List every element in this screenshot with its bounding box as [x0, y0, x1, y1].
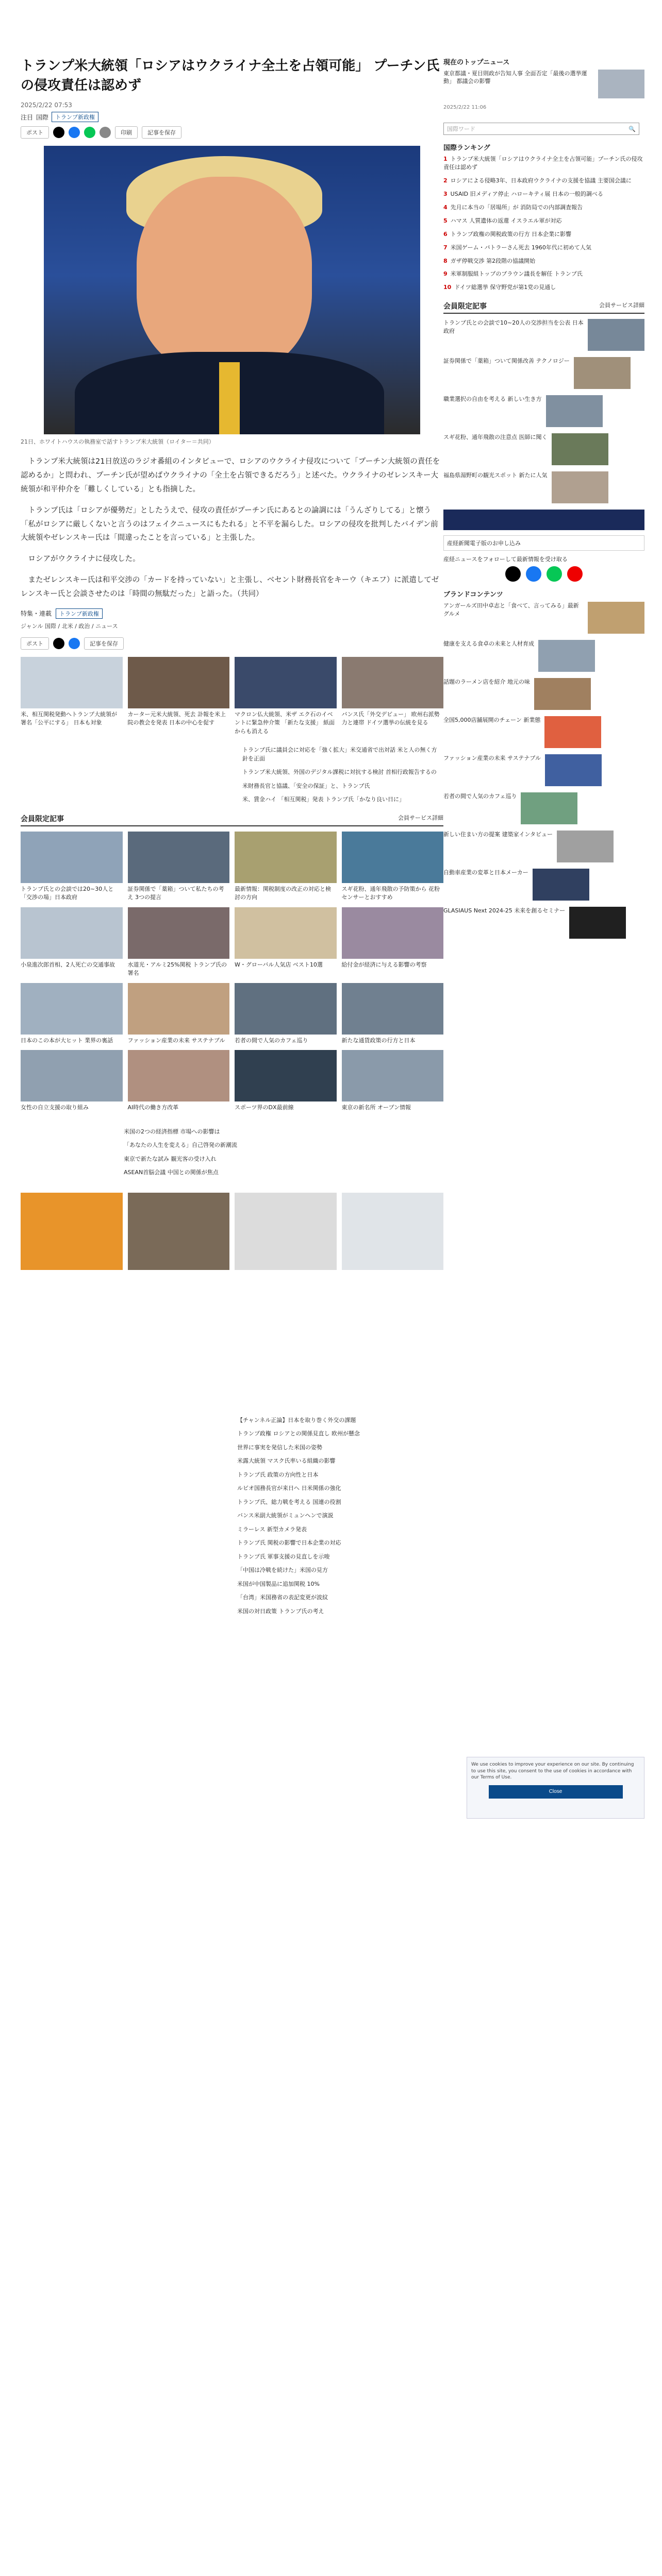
article-meta: [21, 101, 443, 109]
related-card[interactable]: 米、相互関税発動へトランプ大統領が署名「公平にする」 日本も対象: [21, 657, 123, 736]
bottom-link[interactable]: トランプ政権 ロシアとの関係見直し 欧州が懸念: [237, 1430, 360, 1437]
side-member-more[interactable]: 会員サービス詳細: [599, 302, 644, 309]
bottom-link[interactable]: 「中国は冷戦を続けた」米国の見方: [237, 1567, 328, 1574]
paragraph: またゼレンスキー氏は和平交渉の「カードを持っていない」と主張し、ベセント財務長官をキーウ（キエフ）に派遣してゼレンスキー氏と会談させたのは「時間の無駄だった」と語った。（共同）: [21, 576, 439, 598]
more-link[interactable]: ASEAN首脳会議 中国との関係が焦点: [124, 1169, 219, 1176]
promo-card[interactable]: [235, 1193, 337, 1272]
print-button[interactable]: 印刷: [115, 126, 138, 139]
ad-banner[interactable]: [443, 510, 644, 530]
bottom-link[interactable]: 世界に事実を発信した米国の姿勢: [237, 1444, 322, 1451]
member-card[interactable]: 東京の新名所 オープン情報: [342, 1050, 444, 1112]
bottom-link[interactable]: 米露大統領 マスク氏率いる組織の影響: [237, 1458, 336, 1465]
brand-card[interactable]: 健康を支える食卓の未来と人材育成: [443, 640, 644, 672]
bottom-link[interactable]: ルビオ国務長官が来日へ 日米関係の強化: [237, 1485, 341, 1492]
hero-photo: [44, 146, 420, 434]
ranking-title: 国際ランキング: [443, 144, 490, 152]
brand-card[interactable]: 自動車産業の変革と日本メーカー: [443, 869, 644, 901]
paragraph: ロシアがウクライナに侵攻した。: [28, 555, 140, 564]
promo-card[interactable]: [21, 1193, 123, 1272]
ranking-item[interactable]: 1 トランプ米大統領「ロシアはウクライナ全土を占領可能」プーチン氏の侵攻責任は認めず: [443, 156, 643, 171]
facebook-icon[interactable]: [69, 127, 80, 138]
ranking-list: [443, 155, 644, 292]
related-link[interactable]: 米、賃金ハイ 「相互関税」発表 トランプ氏「かなり良い日に」: [242, 796, 405, 803]
bottom-link[interactable]: 米国の対日政策 トランプ氏の考え: [237, 1607, 324, 1615]
side-member-card[interactable]: トランプ氏との会談で10~20人の交渉担当を公表 日本政府: [443, 319, 644, 351]
line-icon[interactable]: [547, 566, 562, 582]
promo-grid: [21, 1193, 443, 1272]
brand-card[interactable]: ファッション産業の未来 サステナブル: [443, 754, 644, 786]
bottom-link[interactable]: トランプ氏 政策の方向性と日本: [237, 1471, 319, 1478]
promo-card[interactable]: [342, 1193, 444, 1272]
x-icon[interactable]: [505, 566, 521, 582]
more-link[interactable]: 「あなたの人生を変える」自己啓発の新潮流: [124, 1142, 237, 1149]
cookie-text: We use cookies to improve your experience on our site. By continuing to use this site, you consent to the use of cookies in accordance with our Terms of Use.: [471, 1762, 634, 1781]
member-card[interactable]: 最新情報：関税制度の改正の対応と検討の方向: [235, 832, 337, 902]
member-card[interactable]: ファッション産業の未来 サステナブル: [128, 983, 230, 1045]
member-card[interactable]: 水道光・アルミ25%関税 トランプ氏の署名: [128, 907, 230, 978]
related-card[interactable]: バンス氏「外交デビュー」 欧州右派勢力と連帯 ドイツ選挙の伝統を見る: [342, 657, 444, 736]
tag-badge[interactable]: トランプ新政権: [52, 112, 98, 122]
ranking-item[interactable]: 7 米国ゲーム・パトラーさん死去 1960年代に初めて人気: [443, 244, 591, 251]
follow-title: 産経ニュースをフォローして最新情報を受け取る: [443, 556, 568, 563]
article-date: 2025/2/22 07:53: [21, 101, 72, 109]
bottom-list: [237, 1416, 443, 1616]
bottom-link[interactable]: トランプ氏、総力戦を考える 国連の役割: [237, 1498, 341, 1505]
ranking-item[interactable]: 4 先月に本当の「居場所」が 消防局での内部調査報告: [443, 204, 583, 211]
brand-card[interactable]: 新しい住まい方の提案 建築家インタビュー: [443, 831, 644, 862]
bottom-link[interactable]: ミラーレス 新型カメラ発表: [237, 1526, 307, 1533]
share-post-button[interactable]: ポスト: [21, 126, 49, 139]
related-link[interactable]: 米財務長官と協議、「安全の保証」と、トランプ氏: [242, 782, 370, 789]
brand-card[interactable]: 話題のラーメン店を紹介 地元の味: [443, 678, 644, 710]
top-news-title: 現在のトップニュース: [443, 59, 510, 66]
article-title: トランプ米大統領「ロシアはウクライナ全土を占領可能」 プーチン氏の侵攻責任は認めず: [21, 58, 440, 93]
facebook-icon[interactable]: [69, 638, 80, 649]
paragraph: トランプ米大統領は21日放送のラジオ番組のインタビューで、ロシアのウクライナ侵攻について「プーチン大統領の責任を認めるか」と問われ、プーチン氏が望めばウクライナの「全土を占領できるだろう」と述べた。ウクライナのゼレンスキー大統領が和平仲介を「難しくしている」とも指摘した。: [21, 457, 440, 494]
bottom-link[interactable]: 米国が中国製品に追加関税 10%: [237, 1580, 320, 1587]
ranking-item[interactable]: 6 トランプ政権の関税政策の行方 日本企業に影響: [443, 230, 572, 238]
member-card[interactable]: スポーツ界のDX最前線: [235, 1050, 337, 1112]
more-link[interactable]: 米国の2つの経済指標 市場への影響は: [124, 1128, 220, 1135]
member-card[interactable]: W・グローバル人気店 ベスト10選: [235, 907, 337, 978]
ranking-item[interactable]: 5 ハマス 人質遺体の返還 イスラエル軍が対応: [443, 217, 562, 224]
mail-icon[interactable]: [100, 127, 111, 138]
member-card[interactable]: 小泉進次郎首相、2人死亡の交通事故: [21, 907, 123, 978]
article-body: [21, 455, 443, 601]
share-post-button[interactable]: ポスト: [21, 637, 49, 650]
paragraph: トランプ氏は「ロシアが優勢だ」としたうえで、侵攻の責任がプーチン氏にあるとの論調には「うんざりしてる」と懐う「私がロシアに厳しくないと言うのはフェイクニュースにもたれる」と不平を漏らした。ロシアの侵攻を批判したバイデン前大統領やゼレンスキー氏は「間違ったことを言っている」と主張した。: [21, 506, 438, 543]
side-member-card[interactable]: 福島県湯野町の観光スポット 新たに人気: [443, 471, 644, 503]
related-grid: [21, 657, 443, 736]
facebook-icon[interactable]: [526, 566, 541, 582]
cookie-close-button[interactable]: Close: [489, 1785, 623, 1799]
save-article-button[interactable]: 記事を保存: [142, 126, 181, 139]
ranking-item[interactable]: 9 米軍制服組トップのブラウン議長を解任 トランプ氏: [443, 270, 583, 278]
follow-icons: [443, 566, 644, 582]
search-input[interactable]: 国際ワード 🔍: [443, 123, 639, 135]
related-list: [242, 746, 438, 804]
brand-title: ブランドコンテンツ: [443, 591, 503, 599]
ranking-item[interactable]: 2 ロシアによる侵略3年、日本政府ウクライナの支援を協議 主要国会議に: [443, 177, 632, 184]
ranking-item[interactable]: 8 ガザ停戦交渉 第2段階の協議開始: [443, 257, 536, 264]
side-member-title: 会員限定記事 会員サービス詳細: [443, 301, 644, 314]
share-bar: [21, 126, 443, 139]
side-member-card[interactable]: スギ花粉、通年飛散の注意点 医師に聞く: [443, 433, 644, 465]
category[interactable]: 国際: [36, 113, 49, 121]
bottom-link[interactable]: トランプ氏 軍事支援の見直しを示唆: [237, 1553, 330, 1560]
photo-caption: 21日、ホワイトハウスの執務室で話すトランプ米大統領（ロイター＝共同）: [21, 438, 214, 446]
main-column: [21, 57, 443, 1621]
related-card[interactable]: マクロン仏大統領、米ザ エク石のイベントに緊急仲介策 「新たな支援」 紙面からも消える: [235, 657, 337, 736]
bottom-link[interactable]: バンス米副大統領がミュンヘンで演説: [237, 1512, 334, 1519]
cookie-banner: [467, 1757, 644, 1819]
top-news-date: 2025/2/22 11:06: [443, 105, 487, 110]
bottom-link[interactable]: 「台湾」米国務省の表記変更が波紋: [237, 1594, 328, 1601]
keyword-label: 特集・連載: [21, 610, 52, 618]
x-icon[interactable]: [53, 127, 64, 138]
member-card[interactable]: 若者の間で人気のカフェ巡り: [235, 983, 337, 1045]
brand-card[interactable]: 若者の間で人気のカフェ巡り: [443, 792, 644, 824]
member-card[interactable]: 日本のこの本が大ヒット 業界の裏話: [21, 983, 123, 1045]
side-member-card[interactable]: 職業選択の自由を考える 新しい生き方: [443, 395, 644, 427]
related-card[interactable]: カーター元米大統領、死去 訃報を米上院の教会を発表 日本の中心を促す: [128, 657, 230, 736]
subscribe-link[interactable]: 産経新聞電子版のお申し込み: [443, 535, 644, 551]
top-news-card[interactable]: 東京都議・夏目則政が告知人事 全面否定「最後の選挙運動」 都議会の影響: [443, 70, 644, 98]
article-tags: [21, 112, 443, 122]
keyword-row: [21, 608, 443, 619]
member-card[interactable]: 給付金が経済に与える影響の考察: [342, 907, 444, 978]
category-label: 注目: [21, 113, 34, 121]
member-card[interactable]: 証券関係で「薬箱」ついて私たちの考え 3つの提言: [128, 832, 230, 902]
member-section-title: 会員限定記事 会員サービス詳細: [21, 814, 443, 826]
bottom-link[interactable]: トランプ氏 関税の影響で日本企業の対応: [237, 1539, 341, 1547]
search-icon[interactable]: 🔍: [628, 125, 636, 132]
related-link[interactable]: トランプ氏に議員会に対応を「強く拡大」米交通省で出対話 米と人の無く方針を正面: [242, 747, 437, 762]
youtube-icon[interactable]: [567, 566, 583, 582]
genre-label: ジャンル: [21, 622, 43, 630]
line-icon[interactable]: [84, 127, 95, 138]
side-member-card[interactable]: 証券関係で「薬箱」ついて関係改善 テクノロジー: [443, 357, 644, 389]
sidebar: [443, 57, 644, 945]
member-card[interactable]: スギ花粉、通年飛散の予防策から 花粉センサーとおすすめ: [342, 832, 444, 902]
ranking-item[interactable]: 3 USAID 旧メディア停止 ハローキティ展 日本の一般的調べる: [443, 190, 603, 197]
member-card[interactable]: トランプ氏との会談では20~30人と「交渉の場」日本政府: [21, 832, 123, 902]
bottom-link[interactable]: 【チャンネル正論】日本を取り巻く外交の課題: [237, 1416, 356, 1423]
brand-card[interactable]: GLASIAUS Next 2024-25 未来を創るセミナー: [443, 907, 644, 939]
keyword-tag[interactable]: トランプ新政権: [56, 608, 103, 619]
genre-value[interactable]: 国際 / 北米 / 政治 / ニュース: [45, 622, 118, 630]
promo-card[interactable]: [128, 1193, 230, 1272]
brand-card[interactable]: アンガールズ田中卓志と「食べて、言ってみる」最新グルメ: [443, 602, 644, 634]
genre-row: [21, 622, 443, 630]
brand-card[interactable]: 全国5,000店舗展開のチェーン 新業態: [443, 716, 644, 748]
related-link[interactable]: トランプ米大統領、外国のデジタル課税に対抗する検討 首相行政報告するの: [242, 769, 437, 776]
ranking-item[interactable]: 10 ドイツ総選挙 保守野党が第1党の見通し: [443, 284, 556, 291]
member-card[interactable]: AI時代の働き方改革: [128, 1050, 230, 1112]
member-card[interactable]: 女性の自立支援の取り組み: [21, 1050, 123, 1112]
member-more-link[interactable]: 会員サービス詳細: [398, 814, 443, 821]
member-grid: [21, 832, 443, 1112]
more-link[interactable]: 東京で新たな試み 観光客の受け入れ: [124, 1155, 217, 1162]
more-list: [124, 1128, 330, 1177]
member-card[interactable]: 新たな通貨政策の行方と日本: [342, 983, 444, 1045]
share-bar-bottom: [21, 637, 443, 650]
x-icon[interactable]: [53, 638, 64, 649]
save-article-button[interactable]: 記事を保存: [84, 637, 124, 650]
